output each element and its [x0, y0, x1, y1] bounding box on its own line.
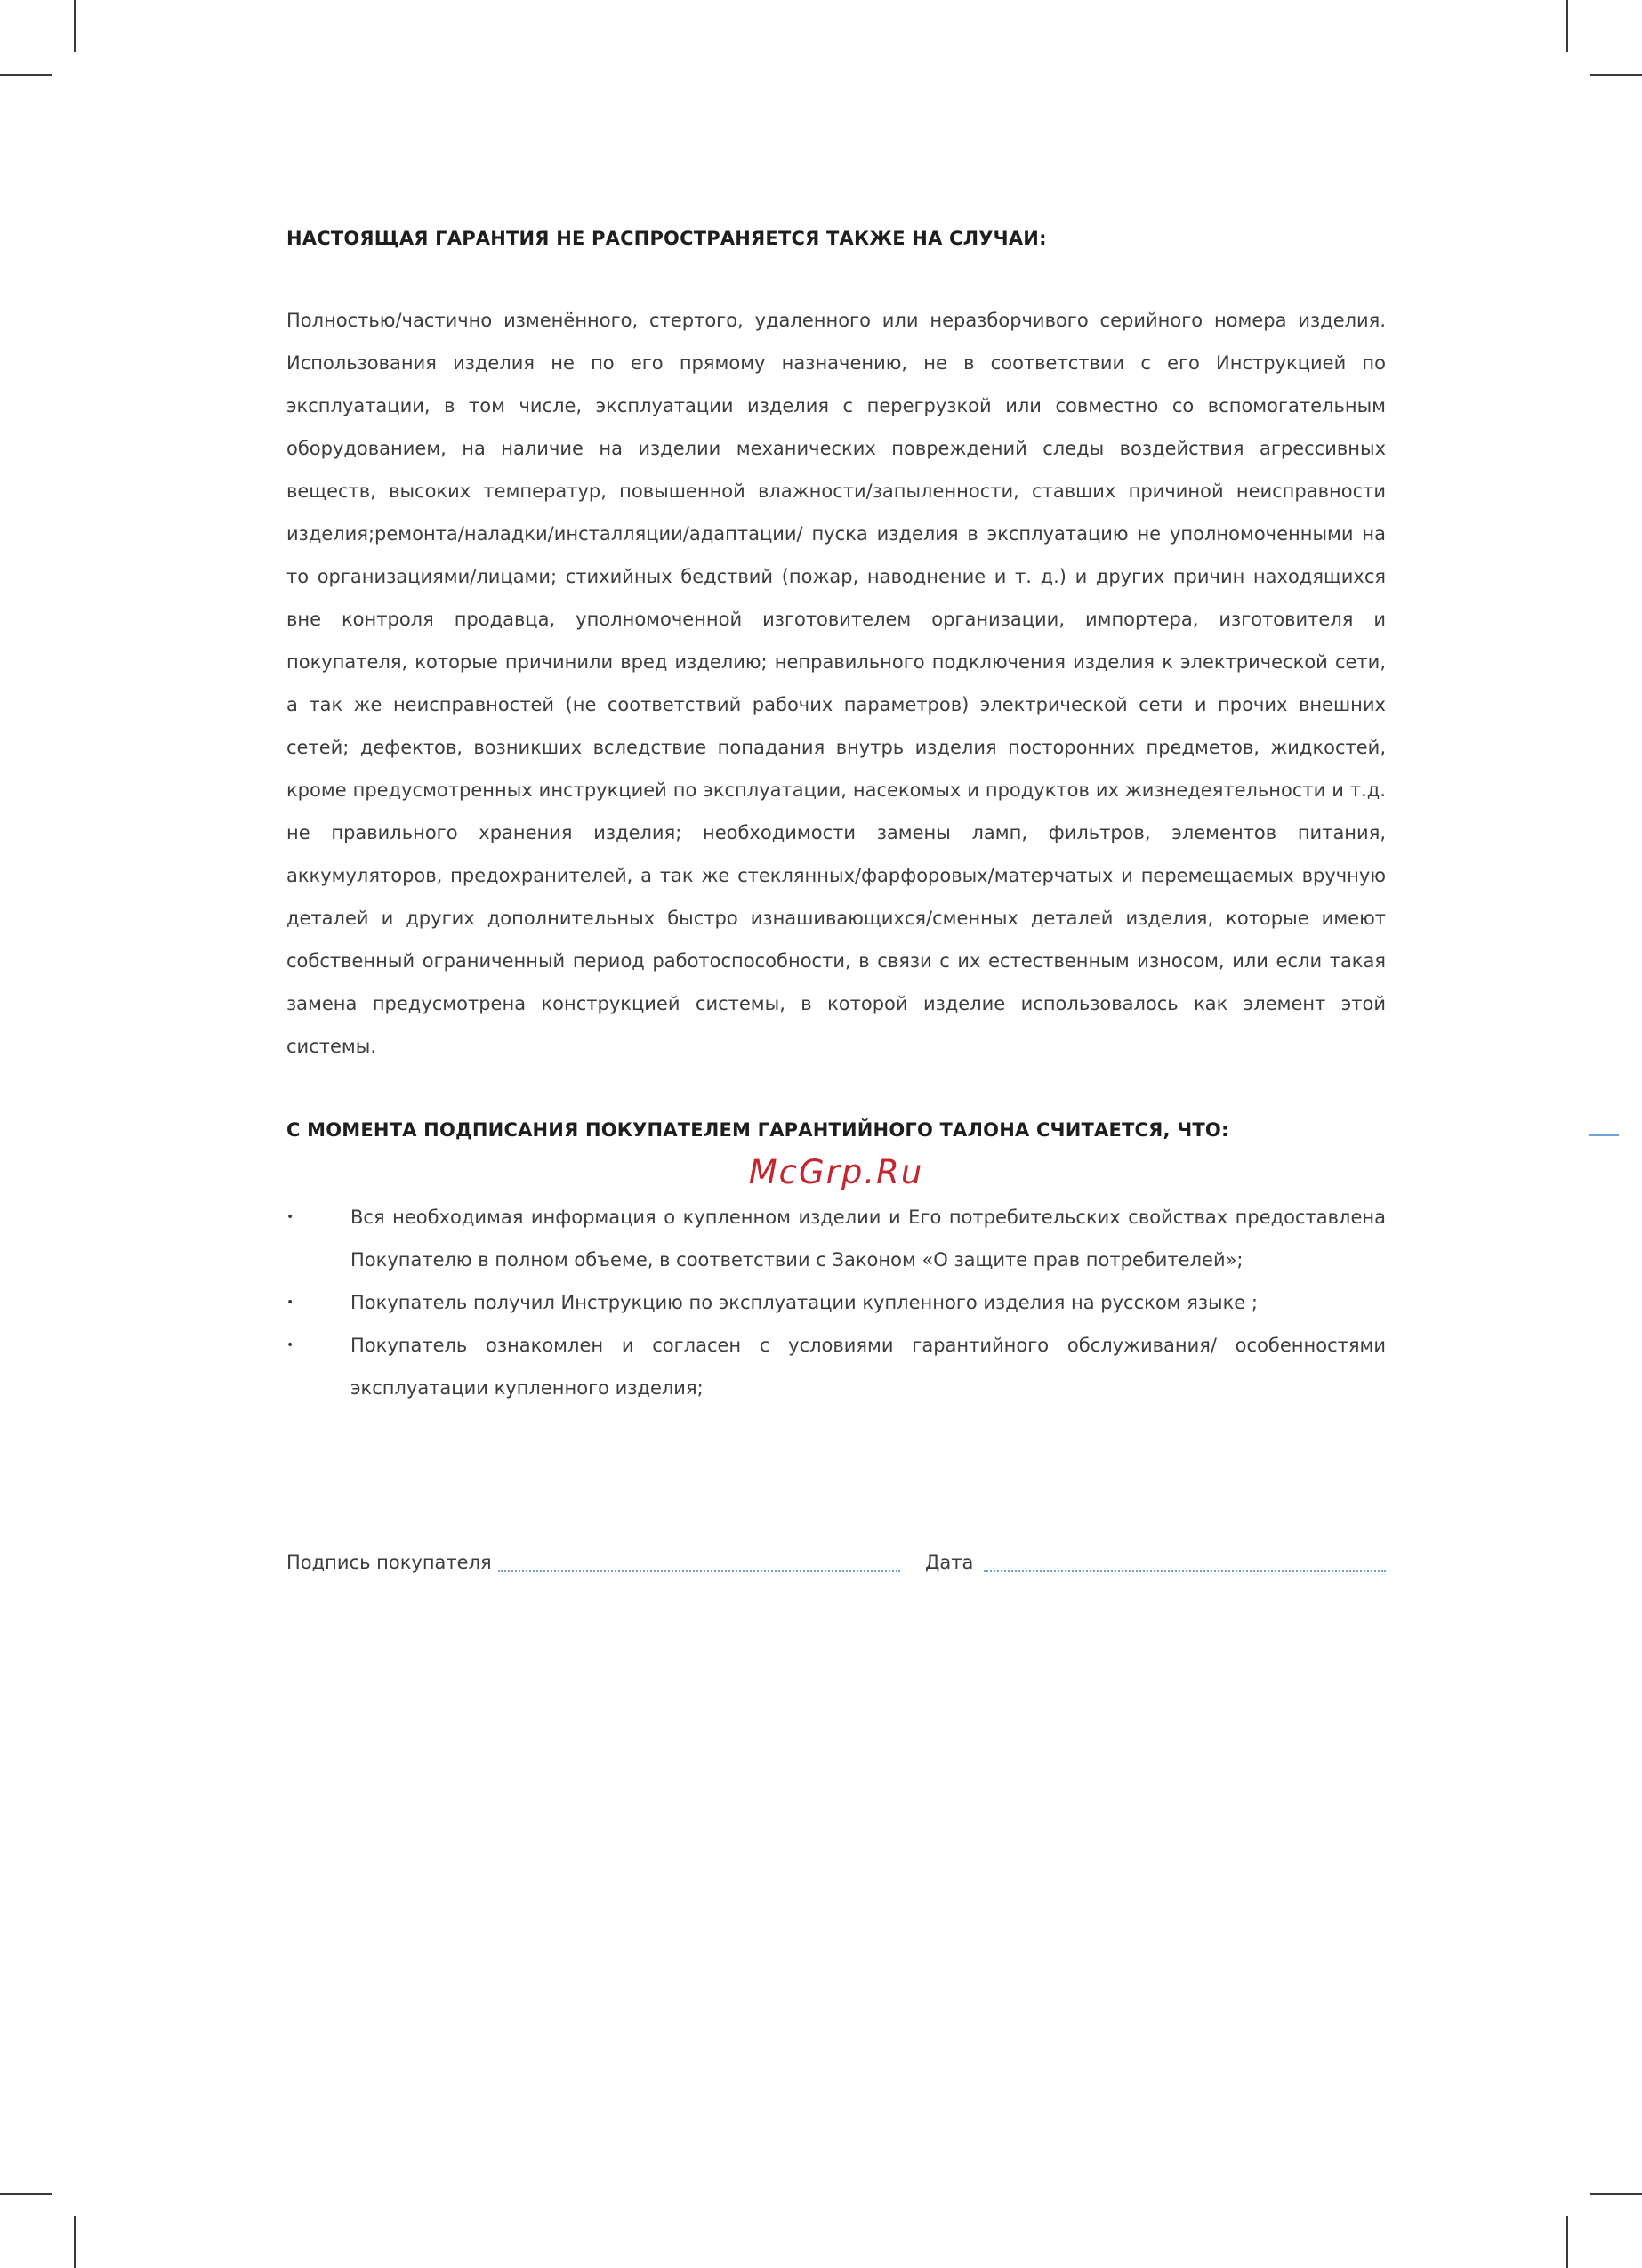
- crop-mark-top-left-horizontal: [0, 74, 52, 76]
- site-watermark: McGrp.Ru: [748, 1153, 924, 1191]
- crop-mark-bottom-right-horizontal: [1590, 2193, 1642, 2195]
- crop-mark-bottom-right-vertical: [1566, 2216, 1568, 2268]
- bullet-icon: •: [286, 1338, 294, 1352]
- warranty-exclusions-paragraph: Полностью/частично изменённого, стертого, удаленного или неразборчивого серийного номера изделия. Использования изделия не по его прямому назначению, не в соответствии с его Инструкцией по эксплуатации, в том числе, эксплуатации изделия с перегрузкой или совместно со вспомогательным оборудованием, на наличие на изделии механических повреждений следы воздействия агрессивных веществ, высоких температур, повышенной влажности/запыленности, ставших причиной неисправности изделия;ремонта/наладки/инсталляции/адаптации/ пуска изделия в эксплуатацию не уполномоченными на то организациями/лицами; стихийных бедствий (пожар, наводнение и т. д.) и других причин находящихся вне контроля продавца, уполномоченной изготовителем организации, импортера, изготовителя и покупателя, которые причинили вред изделию; неправильного подключения изделия к электрической сети, а так же неисправностей (не соответствий рабочих параметров) электрической сети и прочих внешних сетей; дефектов, возникших вследствие попадания внутрь изделия посторонних предметов, жидкостей, кроме предусмотренных инструкцией по эксплуатации, насекомых и продуктов их жизнедеятельности и т.д. не правильного хранения изделия; необходимости замены ламп, фильтров, элементов питания, аккумуляторов, предохранителей, а так же стеклянных/фарфоровых/матерчатых и перемещаемых вручную деталей и других дополнительных быстро изнашивающихся/сменных деталей изделия, которые имеют собственный ограниченный период работоспособности, в связи с их естественным износом, или если такая замена предусмотрена конструкцией системы, в которой изделие использовалось как элемент этой системы.: [286, 310, 1386, 1057]
- crop-mark-top-right-horizontal: [1590, 74, 1642, 76]
- bullet-icon: •: [286, 1295, 294, 1310]
- crop-mark-bottom-left-horizontal: [0, 2193, 52, 2195]
- list-item: [286, 1324, 1386, 1409]
- date-line[interactable]: [984, 1570, 1386, 1572]
- side-registration-mark: [1589, 1134, 1619, 1136]
- buyer-acknowledgement-heading: С МОМЕНТА ПОДПИСАНИЯ ПОКУПАТЕЛЕМ ГАРАНТИЙНОГО ТАЛОНА СЧИТАЕТСЯ, ЧТО:: [286, 1119, 1229, 1141]
- list-item: [286, 1196, 1386, 1281]
- date-label: Дата: [925, 1552, 974, 1573]
- signature-block: [286, 1545, 1386, 1580]
- buyer-signature-label: Подпись покупателя: [286, 1552, 492, 1573]
- list-item: [286, 1281, 1386, 1324]
- bullet-icon: •: [286, 1210, 294, 1224]
- list-item-text: Вся необходимая информация о купленном изделии и Его потребительских свойствах предоставлена Покупателю в полном объеме, в соответствии с Законом «О защите прав потребителей»;: [350, 1207, 1386, 1271]
- acknowledgement-list: [286, 1196, 1386, 1409]
- warranty-exclusions-heading: НАСТОЯЩАЯ ГАРАНТИЯ НЕ РАСПРОСТРАНЯЕТСЯ ТАКЖЕ НА СЛУЧАИ:: [286, 228, 1047, 249]
- list-item-text: Покупатель получил Инструкцию по эксплуатации купленного изделия на русском языке ;: [350, 1292, 1258, 1313]
- crop-mark-bottom-left-vertical: [74, 2216, 76, 2268]
- buyer-signature-line[interactable]: [498, 1570, 900, 1572]
- document-content: [286, 221, 1386, 1409]
- crop-mark-top-left-vertical: [74, 0, 76, 52]
- crop-mark-top-right-vertical: [1566, 0, 1568, 52]
- list-item-text: Покупатель ознакомлен и согласен с условиями гарантийного обслуживания/ особенностями эксплуатации купленного изделия;: [350, 1335, 1386, 1399]
